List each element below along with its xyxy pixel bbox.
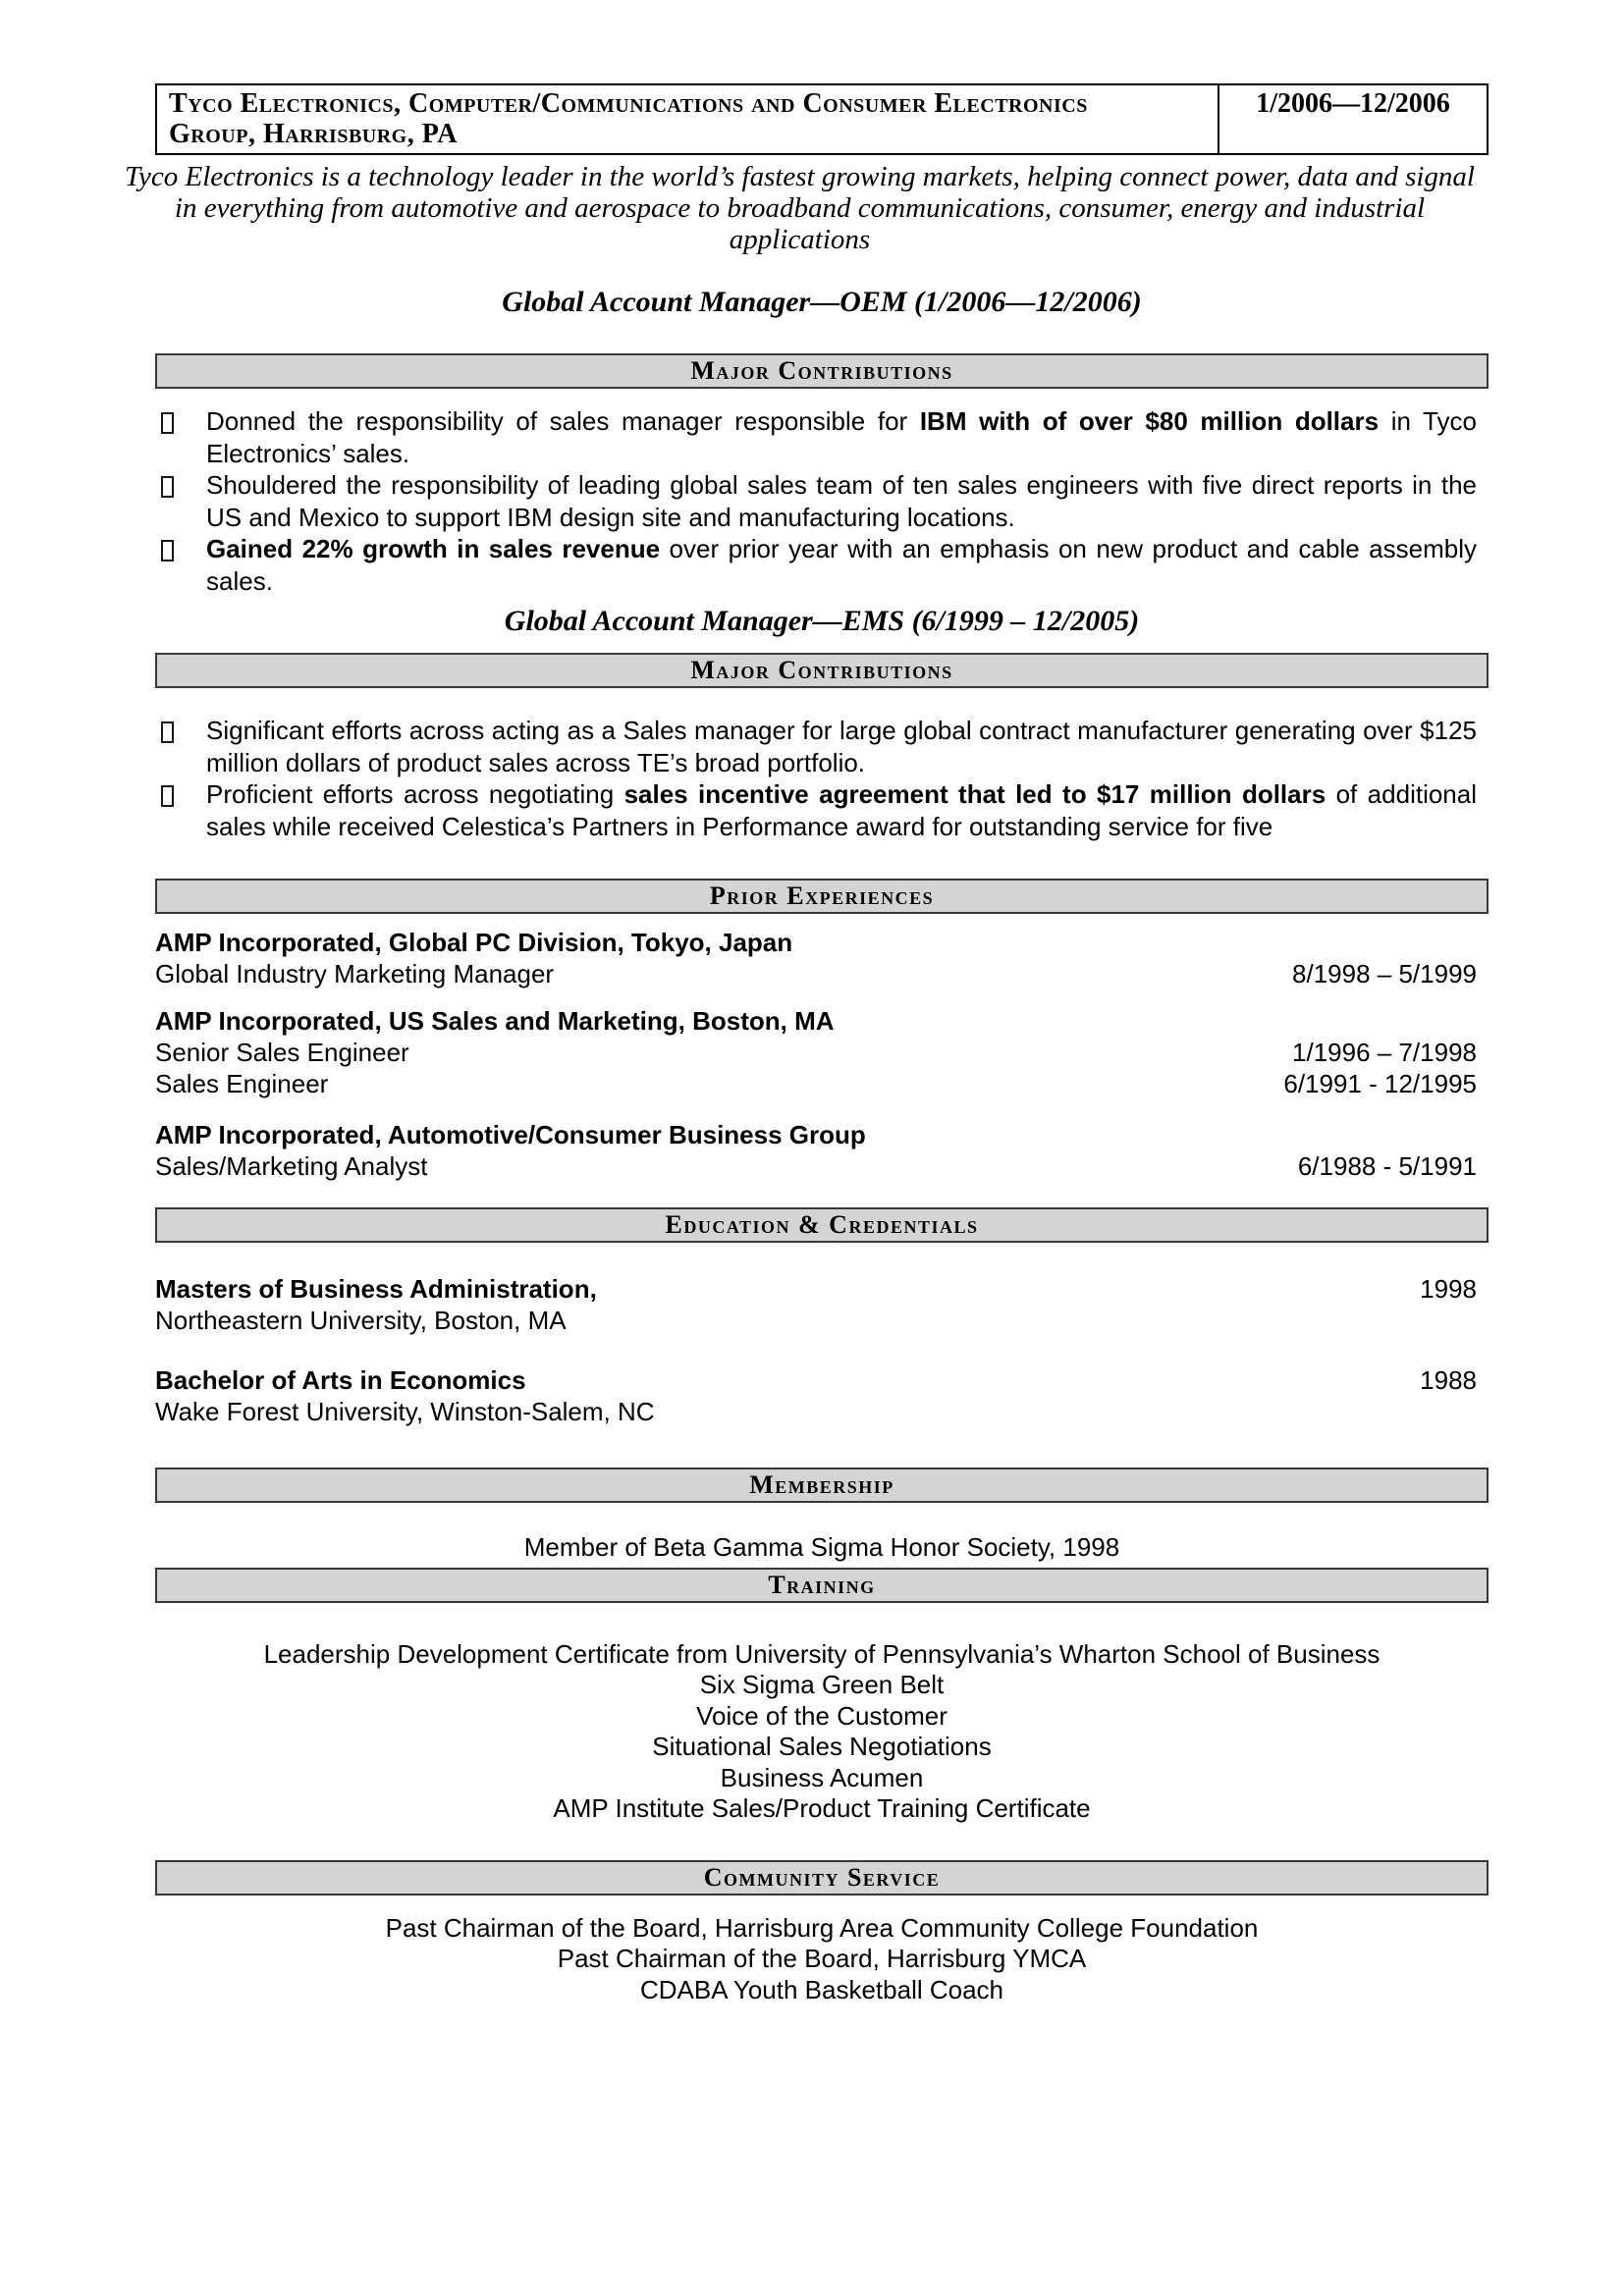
section-bar-title: Training [768, 1570, 876, 1599]
training-item: Six Sigma Green Belt [699, 1670, 945, 1699]
missing-glyph-bullet-icon [161, 540, 174, 561]
bullet-item [155, 778, 1489, 842]
membership-list [155, 1532, 1489, 1564]
company-name: AMP Incorporated, Automotive/Consumer Business Group [155, 1120, 866, 1149]
role-row [155, 1068, 1489, 1099]
bullet-text: of additional sales while received Celestica’s Partners in Performance award for outstanding service for five [206, 779, 1477, 841]
bullet-item [155, 533, 1489, 597]
bullet-text: over prior year with an emphasis on new product and cable assembly sales. [206, 534, 1477, 596]
section-bar-education-credentials [155, 1207, 1489, 1243]
training-list [155, 1639, 1489, 1825]
section-bar-training [155, 1568, 1489, 1603]
role-row [155, 1150, 1489, 1182]
bullet-text: Significant efforts across acting as a Sales manager for large global contract manufacturer generating over $125 million dollars of product sales across TE’s broad portfolio. [206, 716, 1477, 777]
school-name: Wake Forest University, Winston-Salem, NC [155, 1397, 655, 1426]
role-dates: 6/1991 - 12/1995 [1283, 1069, 1477, 1098]
role-title: Global Industry Marketing Manager [155, 959, 555, 988]
role-title: Sales Engineer [155, 1069, 329, 1098]
missing-glyph-bullet-icon [161, 476, 174, 498]
prior-experience-entry [155, 1005, 1489, 1099]
role-dates: 8/1998 – 5/1999 [1292, 959, 1477, 988]
school-name: Northeastern University, Boston, MA [155, 1306, 567, 1335]
section-bar-community-service [155, 1860, 1489, 1896]
community-service-list [155, 1913, 1489, 2006]
section-bar-title: Education & Credentials [665, 1210, 979, 1239]
bullet-list-oem [155, 405, 1489, 597]
section-bar-major-contributions-1 [155, 353, 1489, 389]
training-item: Business Acumen [720, 1762, 924, 1792]
bullet-text-bold: IBM with of over $80 million dollars [919, 406, 1380, 436]
membership-item: Member of Beta Gamma Sigma Honor Society, 1998 [523, 1532, 1120, 1562]
community-service-item: CDABA Youth Basketball Coach [639, 1974, 1004, 2004]
role-title: Sales/Marketing Analyst [155, 1151, 428, 1181]
training-item: AMP Institute Sales/Product Training Certificate [553, 1793, 1091, 1823]
employer-header-box [155, 83, 1489, 155]
section-bar-title: Membership [749, 1470, 894, 1499]
missing-glyph-bullet-icon [161, 412, 174, 434]
section-bar-title: Major Contributions [690, 656, 953, 684]
company-name: AMP Incorporated, Global PC Division, Tokyo, Japan [155, 928, 793, 957]
bullet-list-ems [155, 715, 1489, 842]
degree-title: Bachelor of Arts in Economics [155, 1365, 526, 1395]
training-item: Situational Sales Negotiations [652, 1732, 992, 1761]
bullet-text: Shouldered the responsibility of leading global sales team of ten sales engineers with five direct reports in the US and Mexico to support IBM design site and manufacturing locations. [206, 470, 1477, 532]
bullet-item [155, 469, 1489, 533]
section-bar-major-contributions-2 [155, 653, 1489, 688]
role-title: Senior Sales Engineer [155, 1038, 409, 1067]
community-service-item: Past Chairman of the Board, Harrisburg Area Community College Foundation [385, 1912, 1259, 1943]
company-summary-line: Tyco Electronics is a technology leader in the world’s fastest growing markets, helping connect power, data and signal [125, 161, 1475, 192]
section-bar-prior-experiences [155, 879, 1489, 914]
bullet-text: Donned the responsibility of sales manager responsible for [206, 406, 920, 436]
section-bar-membership [155, 1468, 1489, 1503]
bullet-item [155, 715, 1489, 778]
company-summary-line: applications [729, 224, 871, 255]
degree-year: 1988 [1420, 1365, 1477, 1395]
bullet-item [155, 405, 1489, 469]
bullet-text: Proficient efforts across negotiating [206, 779, 624, 809]
training-item: Leadership Development Certificate from University of Pennsylvania’s Wharton School of Business [263, 1638, 1380, 1669]
missing-glyph-bullet-icon [161, 721, 174, 743]
section-bar-title: Prior Experiences [709, 881, 935, 910]
role-dates: 6/1988 - 5/1991 [1297, 1151, 1477, 1181]
prior-experience-entry [155, 927, 1489, 989]
degree-year: 1998 [1420, 1274, 1477, 1304]
role-dates: 1/1996 – 7/1998 [1292, 1038, 1477, 1067]
company-summary [111, 161, 1489, 255]
bullet-text-bold: Gained 22% growth in sales revenue [206, 534, 661, 563]
employer-name-line1: Tyco Electronics, Computer/Communications and Consumer Electronics [169, 88, 1088, 119]
role-row [155, 1037, 1489, 1068]
community-service-item: Past Chairman of the Board, Harrisburg YMCA [557, 1944, 1087, 1973]
employer-name [157, 85, 1219, 153]
company-summary-line: in everything from automotive and aerospace to broadband communications, consumer, energy and industrial [174, 192, 1426, 224]
role-row [155, 958, 1489, 989]
job-title-ems: Global Account Manager—EMS (6/1999 – 12/2005) [504, 605, 1140, 637]
section-bar-title: Community Service [703, 1862, 941, 1892]
prior-experience-entry [155, 1119, 1489, 1182]
education-head [155, 1364, 1489, 1396]
missing-glyph-bullet-icon [161, 785, 174, 807]
bullet-text-bold: sales incentive agreement that led to $17 million dollars [623, 779, 1326, 809]
degree-title: Masters of Business Administration, [155, 1274, 597, 1304]
employer-name-line2: Group, Harrisburg, PA [169, 119, 458, 149]
training-item: Voice of the Customer [696, 1700, 947, 1731]
education-head [155, 1273, 1489, 1305]
job-title-oem: Global Account Manager—OEM (1/2006—12/2006) [502, 286, 1142, 318]
education-entry [155, 1273, 1489, 1336]
employer-date-range: 1/2006—12/2006 [1256, 88, 1450, 119]
bullet-text: in Tyco Electronics’ sales. [206, 406, 1477, 468]
education-entry [155, 1364, 1489, 1427]
section-bar-title: Major Contributions [690, 356, 953, 385]
company-name: AMP Incorporated, US Sales and Marketing, Boston, MA [155, 1006, 835, 1036]
